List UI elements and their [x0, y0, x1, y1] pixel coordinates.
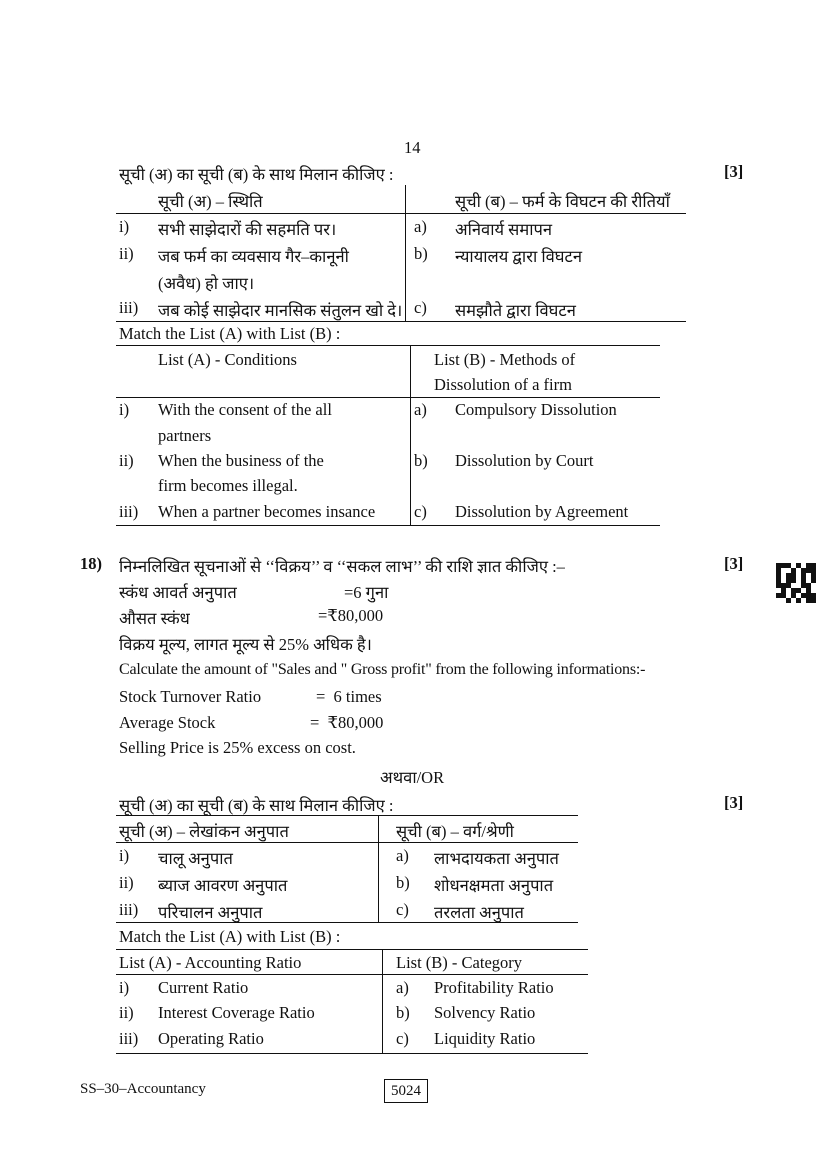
column-header-b: सूची (ब) – फर्म के विघटन की रीतियाँ [455, 192, 670, 211]
given-value: = ₹80,000 [310, 713, 384, 732]
q17-marks: [3] [724, 162, 744, 181]
list-a-item: Interest Coverage Ratio [158, 1003, 315, 1022]
list-a-item: When a partner becomes insance [158, 502, 376, 521]
qr-code-icon [776, 563, 816, 603]
row-letter: b) [414, 244, 428, 263]
column-header-b-cont: Dissolution of a firm [434, 375, 572, 394]
row-number: iii) [119, 900, 139, 919]
column-header-a: List (A) - Accounting Ratio [119, 953, 302, 972]
row-number: i) [119, 846, 130, 865]
row-letter: a) [396, 846, 409, 865]
q17-instruction-en: Match the List (A) with List (B) : [119, 324, 341, 343]
list-a-item: जब फर्म का व्यवसाय गैर–कानूनी [158, 247, 349, 266]
row-letter: a) [414, 217, 427, 236]
list-b-item: तरलता अनुपात [434, 903, 524, 922]
row-number: i) [119, 217, 130, 236]
row-number: ii) [119, 451, 134, 470]
row-letter: b) [396, 873, 410, 892]
row-letter: c) [414, 502, 427, 521]
q17-instruction-hi: सूची (अ) का सूची (ब) के साथ मिलान कीजिए : [119, 165, 394, 184]
list-b-item: Compulsory Dissolution [455, 400, 617, 419]
list-a-item-cont: partners [158, 426, 212, 445]
q18-question-en: Calculate the amount of "Sales and " Gross profit" from the following informations:- [119, 661, 646, 678]
given-label: औसत स्कंध [119, 609, 190, 628]
q18-marks: [3] [724, 554, 744, 573]
list-b-item: Dissolution by Court [455, 451, 594, 470]
booklet-code: 5024 [384, 1079, 428, 1103]
column-header-b: List (B) - Methods of [434, 350, 576, 369]
list-b-item: Liquidity Ratio [434, 1029, 536, 1048]
list-a-item: When the business of the [158, 451, 324, 470]
row-letter: c) [396, 1029, 409, 1048]
row-letter: b) [414, 451, 428, 470]
q18-or-marks: [3] [724, 793, 744, 812]
given-value: = 6 times [316, 687, 382, 706]
given-value: =6 गुना [344, 583, 389, 602]
row-number: iii) [119, 1029, 139, 1048]
list-b-item: न्यायालय द्वारा विघटन [455, 247, 583, 266]
list-a-item: परिचालन अनुपात [158, 903, 263, 922]
given-note: Selling Price is 25% excess on cost. [119, 738, 356, 757]
list-a-item: Operating Ratio [158, 1029, 264, 1048]
list-b-item: Solvency Ratio [434, 1003, 536, 1022]
column-header-b: List (B) - Category [396, 953, 523, 972]
given-label: स्कंध आवर्त अनुपात [119, 583, 237, 602]
row-letter: a) [396, 978, 409, 997]
or-separator: अथवा/OR [380, 768, 445, 787]
column-header-b: सूची (ब) – वर्ग/श्रेणी [396, 822, 514, 841]
row-number: i) [119, 978, 130, 997]
row-letter: c) [414, 298, 427, 317]
list-a-item: सभी साझेदारों की सहमति पर। [158, 220, 337, 239]
q18-or-instruction-en: Match the List (A) with List (B) : [119, 927, 341, 946]
row-number: ii) [119, 873, 134, 892]
row-number: ii) [119, 1003, 134, 1022]
list-a-item-cont: (अवैध) हो जाए। [158, 274, 255, 293]
list-b-item: Profitability Ratio [434, 978, 554, 997]
list-a-item: ब्याज आवरण अनुपात [158, 876, 288, 895]
list-b-item: समझौते द्वारा विघटन [455, 301, 576, 320]
q18-question-hi: निम्नलिखित सूचनाओं से ‘‘विक्रय’’ व ‘‘सकल लाभ’’ की राशि ज्ञात कीजिए :– [119, 557, 565, 576]
list-a-item-cont: firm becomes illegal. [158, 476, 298, 495]
row-number: ii) [119, 244, 134, 263]
row-letter: a) [414, 400, 427, 419]
row-number: iii) [119, 298, 139, 317]
list-a-item: With the consent of the all [158, 400, 332, 419]
list-b-item: लाभदायकता अनुपात [434, 849, 559, 868]
question-number: 18) [80, 554, 102, 573]
row-letter: c) [396, 900, 409, 919]
given-value: =₹80,000 [318, 606, 384, 625]
list-b-item: Dissolution by Agreement [455, 502, 629, 521]
paper-code: SS–30–Accountancy [80, 1081, 206, 1097]
given-note: विक्रय मूल्य, लागत मूल्य से 25% अधिक है। [119, 635, 372, 654]
row-number: i) [119, 400, 130, 419]
column-header-a: सूची (अ) – लेखांकन अनुपात [119, 822, 289, 841]
column-header-a: List (A) - Conditions [158, 350, 297, 369]
q18-or-instruction-hi: सूची (अ) का सूची (ब) के साथ मिलान कीजिए : [119, 796, 394, 815]
given-label: Average Stock [119, 713, 216, 732]
list-b-item: अनिवार्य समापन [455, 220, 553, 239]
row-number: iii) [119, 502, 139, 521]
page-number: 14 [404, 138, 421, 157]
list-a-item: जब कोई साझेदार मानसिक संतुलन खो दे। [158, 301, 403, 320]
column-header-a: सूची (अ) – स्थिति [158, 192, 263, 211]
list-b-item: शोधनक्षमता अनुपात [434, 876, 554, 895]
given-label: Stock Turnover Ratio [119, 687, 262, 706]
row-letter: b) [396, 1003, 410, 1022]
list-a-item: चालू अनुपात [158, 849, 233, 868]
list-a-item: Current Ratio [158, 978, 249, 997]
